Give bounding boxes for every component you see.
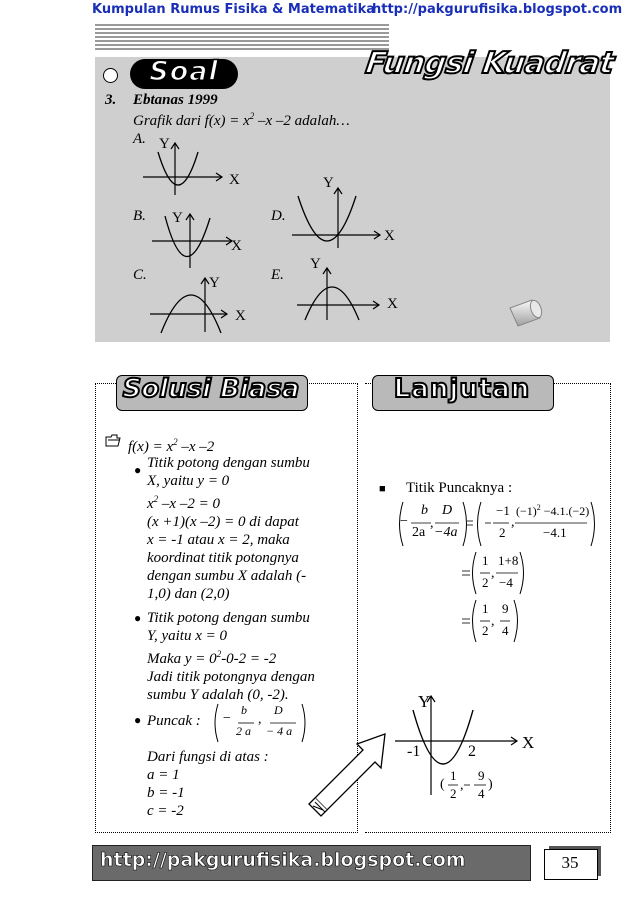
option-e-label: E. <box>271 267 284 283</box>
lanjutan-label: Lanjutan <box>393 374 531 404</box>
option-e-x-label: X <box>387 296 398 312</box>
soal-badge-label: Soal <box>149 56 219 87</box>
arrow-decoration-icon <box>305 730 395 820</box>
graph-x-label: X <box>522 733 535 752</box>
circle-bullet-icon <box>103 68 118 83</box>
vertex-open-paren: ( <box>440 777 445 792</box>
graph-root-minus1: -1 <box>407 743 421 760</box>
f3-d2: 4 <box>502 623 509 638</box>
puncak-minus: − <box>222 711 232 726</box>
vertex-comma: , <box>460 778 464 793</box>
f2-comma: , <box>491 566 495 581</box>
option-d-x-label: X <box>384 228 395 244</box>
f1-minus: − <box>400 514 408 529</box>
footer-url-link[interactable]: http://pakgurufisika.blogspot.com <box>100 849 466 871</box>
option-a-x-label: X <box>229 172 240 188</box>
option-a-y-label: Y <box>159 136 170 152</box>
question-source: Ebtanas 1999 <box>133 92 218 108</box>
f1-neg1: −1 <box>496 503 510 518</box>
option-c-y-label: Y <box>209 275 220 291</box>
decorative-stripes <box>95 24 389 50</box>
bullet-3-icon: ● <box>134 713 142 727</box>
vertex-formula-line-2 <box>460 550 530 596</box>
graph-y-label: Y <box>418 692 431 711</box>
bullet-1-icon: ● <box>134 463 142 477</box>
option-b-label: B. <box>133 208 146 224</box>
option-c-graph <box>145 275 255 335</box>
option-d-y-label: Y <box>323 175 334 191</box>
question-number: 3. <box>105 92 117 108</box>
vertex-close-paren: ) <box>488 777 493 792</box>
f1-comma: , <box>430 516 434 531</box>
f1-D: D <box>442 503 453 518</box>
folder-icon <box>105 434 121 447</box>
f1-b: b <box>421 503 428 518</box>
vertex-formula-line-3 <box>460 598 520 644</box>
option-d-label: D. <box>271 208 286 224</box>
option-e-y-label: Y <box>310 256 321 272</box>
f2-n1: 1 <box>482 553 489 568</box>
question-prompt: Grafik dari $f(x) = x^2$ –x –2 adalah… <box>133 111 350 129</box>
vertex-n1: 1 <box>450 768 457 783</box>
option-c-label: C. <box>133 267 147 283</box>
f1-4a: −4a <box>434 525 458 540</box>
page-number: 35 <box>561 853 579 872</box>
vertex-n2: 9 <box>478 768 485 783</box>
puncak-D: D <box>274 703 283 717</box>
option-b-x-label: X <box>231 238 242 254</box>
option-a-label: A. <box>133 131 146 147</box>
f1-numerator: $(-1)^2 -4.1.(-2)$ <box>516 503 590 518</box>
vertex-d2: 4 <box>478 786 485 801</box>
bullet-2-text: Titik potong dengan sumbu Y, yaitu x = 0 Maka $y = 0^2-0-2 = -2$ Jadi titik potongnya dengan sumbu Y adalah (0, -2). <box>147 610 315 703</box>
solusi-biasa-label: Solusi Biasa <box>122 374 300 404</box>
vertex-d1: 2 <box>450 786 457 801</box>
f2-d2: −4 <box>499 575 513 590</box>
f3-comma: , <box>491 614 495 629</box>
solution-function: $f(x) = x^2$ –x –2 <box>128 437 215 455</box>
square-bullet-icon: ■ <box>379 483 386 495</box>
f2-d1: 2 <box>482 575 489 590</box>
header-url-link[interactable]: http://pakgurufisika.blogspot.com <box>372 2 623 17</box>
bullet-2-icon: ● <box>134 611 142 625</box>
bullet-1-text: Titik potong dengan sumbu X, yaitu y = 0 $x^2$ –x –2 = 0 (x +1)(x –2) = 0 di dapat x = -1 atau x = 2, maka koordinat titik potongnya dengan sumbu X adalah (- 1,0) dan (2,0) <box>147 455 310 602</box>
f1-2a: 2a <box>412 525 426 540</box>
f1-den2: 2 <box>499 525 506 540</box>
option-b-y-label: Y <box>172 210 183 226</box>
option-c-x-label: X <box>235 308 246 324</box>
values-text: Dari fungsi di atas : a = 1 b = -1 c = -2 <box>147 749 269 819</box>
puncak-b: b <box>241 703 247 717</box>
graph-root-2: 2 <box>468 743 476 760</box>
puncak-label: Puncak : <box>147 713 201 729</box>
header-left-title: Kumpulan Rumus Fisika & Matematika <box>92 2 376 17</box>
f3-n2: 9 <box>502 601 509 616</box>
puncak-comma: , <box>258 712 262 727</box>
f3-n1: 1 <box>482 601 489 616</box>
f3-d1: 2 <box>482 623 489 638</box>
option-a-graph <box>140 140 250 200</box>
f1-denominator: −4.1 <box>543 525 567 540</box>
f2-n2: 1+8 <box>498 553 519 568</box>
puncak-4a: − 4 a <box>266 724 293 738</box>
titik-puncak-title: Titik Puncaknya : <box>406 480 513 496</box>
puncak-2a: 2 a <box>236 724 251 738</box>
page-title: Fungsi Kuadrat <box>363 46 616 81</box>
cylinder-decoration-icon <box>506 298 540 322</box>
f1-comma-2: , <box>511 515 515 530</box>
